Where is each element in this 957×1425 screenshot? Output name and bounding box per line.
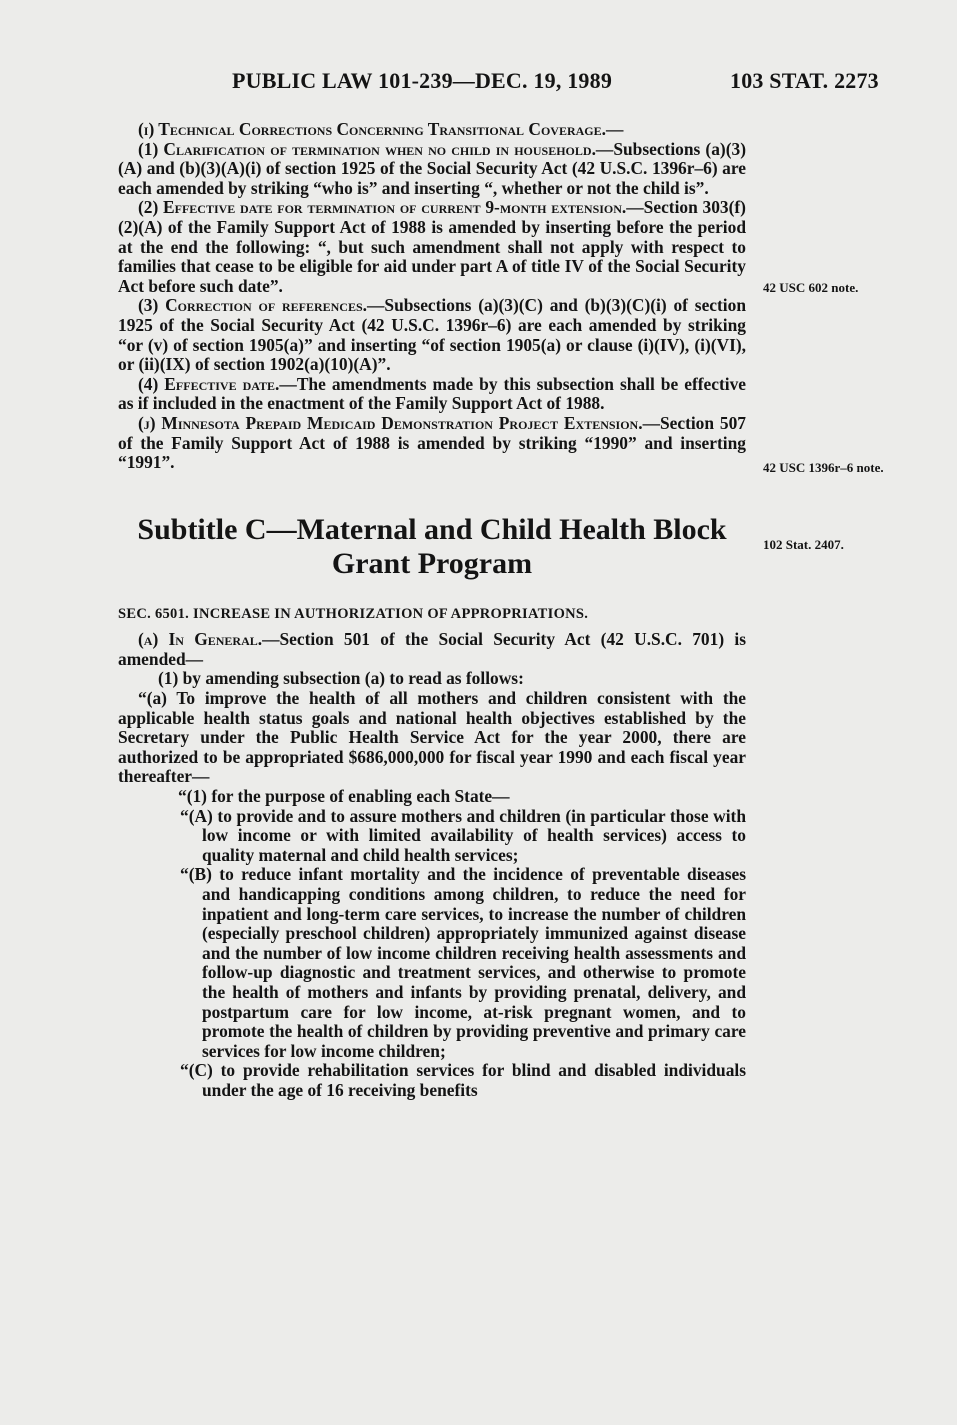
quoted-clause-A: “(A) to provide and to assure mothers and children (in particular those with low income or with limited availability of health services) access to quality maternal and child health services; [180,805,746,865]
subsection-a: (a) In General.—Section 501 of the Social Security Act (42 U.S.C. 701) is amended— [118,629,746,669]
subsection-j: (j) Minnesota Prepaid Medicaid Demonstration Project Extension.—Section 507 of the Family Support Act of 1988 is amended by striking “1990” and inserting “1991”. [118,412,746,473]
section-heading: SEC. 6501. INCREASE IN AUTHORIZATION OF APPROPRIATIONS. [118,605,589,622]
paragraph-i3: (3) Correction of references.—Subsections (a)(3)(C) and (b)(3)(C)(i) of section 1925 of the Social Security Act (42 U.S.C. 1396r–6) are each amended by striking “or (v) of section 1905(a)” and inserting “of section 1905(a) or clause (i)(IV), (i)(VI), or (ii)(IX) of section 1902(a)(10)(A)”. [118,295,746,375]
subsection-i-heading: (i) Technical Corrections Concerning Transitional Coverage.— [138,119,624,139]
main-text-column [118,120,746,1101]
subtitle-heading: Subtitle C—Maternal and Child Health Block Grant Program [137,512,727,580]
margin-note-602: 42 USC 602 note. [763,280,859,295]
running-header-right: 103 STAT. 2273 [730,68,879,93]
running-header-left: PUBLIC LAW 101-239—DEC. 19, 1989 [232,68,613,93]
paragraph-i2: (2) Effective date for termination of current 9-month extension.—Section 303(f)(2)(A) of the Family Support Act of 1988 is amended by inserting before the period at the end the following: “, but such amendment shall not apply with respect to families that cease to be eligible for aid under part A of title IV of the Social Security Act before such date”. [118,197,746,296]
quoted-clause-C: “(C) to provide rehabilitation services for blind and disabled individuals under the age of 16 receiving benefits [180,1060,746,1100]
paragraph-a1: (1) by amending subsection (a) to read as follows: [158,668,524,689]
paragraph-i1: (1) Clarification of termination when no child in household.—Subsections (a)(3)(A) and (b)(3)(A)(i) of section 1925 of the Social Security Act (42 U.S.C. 1396r–6) are each amended by striking “who is” and inserting “, whether or not the child is”. [118,138,746,198]
quoted-subsection-a: “(a) To improve the health of all mothers and children consistent with the applicable health status goals and national health objectives established by the Secretary under the Public Health Service Act for the year 2000, there are authorized to be appropriated $686,000,000 for fiscal year 1990 and each fiscal year thereafter— [118,688,746,787]
margin-note-102-stat: 102 Stat. 2407. [763,537,844,552]
quoted-clause-B: “(B) to reduce infant mortality and the incidence of preventable diseases and handicapping conditions among children, to reduce the need for inpatient and long-term care services, to increase the number of children (especially preschool children) appropriately immunized against disease and the number of low income children receiving health assessments and follow-up diagnostic and treatment services, and otherwise to promote the health of mothers and infants by providing prenatal, delivery, and postpartum care for low income, at-risk pregnant women, and to promote the health of children by providing preventive and primary care services for low income children; [180,864,746,1061]
margin-note-1396r6: 42 USC 1396r–6 note. [763,460,884,475]
quoted-paragraph-1: “(1) for the purpose of enabling each State— [178,786,510,807]
paragraph-i4: (4) Effective date.—The amendments made by this subsection shall be effective as if included in the enactment of the Family Support Act of 1988. [118,373,747,414]
